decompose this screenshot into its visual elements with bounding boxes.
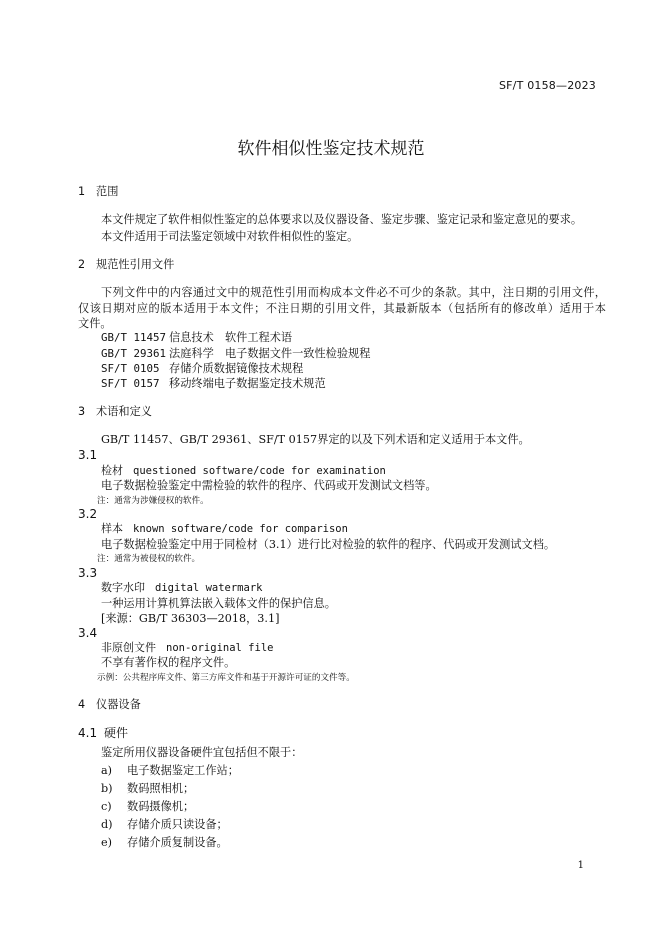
term-definition: 一种运用计算机算法嵌入载体文件的保护信息。	[101, 597, 336, 610]
section-2-intro-line-1: 下列文件中的内容通过文中的规范性引用而构成本文件必不可少的条款。其中，注日期的引用文件，	[101, 286, 606, 299]
reference-item: GB/T 29361 法庭科学 电子数据文件一致性检验规程	[101, 347, 371, 360]
subsection-4-1-heading: 4.1 硬件	[78, 726, 129, 740]
section-2-intro-line-2: 仅该日期对应的版本适用于本文件；不注日期的引用文件，其最新版本（包括所有的修改单）适用于本	[78, 302, 606, 315]
term-definition: 电子数据检验鉴定中需检验的软件的程序、代码或开发测试文档等。	[101, 479, 437, 492]
list-item: a) 电子数据鉴定工作站；	[101, 764, 239, 777]
section-1-paragraph-1: 本文件规定了软件相似性鉴定的总体要求以及仪器设备、鉴定步骤、鉴定记录和鉴定意见的要求。	[101, 213, 583, 226]
term-source: [来源：GB/T 36303—2018，3.1]	[101, 612, 280, 625]
term-number: 3.1	[78, 448, 98, 462]
term-definition: 电子数据检验鉴定中用于同检材（3.1）进行比对检验的软件的程序、代码或开发测试文档。	[101, 538, 556, 551]
term-number: 3.3	[78, 566, 98, 580]
document-code: SF/T 0158—2023	[498, 79, 596, 92]
term-heading: 样本 known software/code for comparison	[101, 522, 348, 535]
section-2-intro-line-3: 文件。	[78, 317, 112, 330]
list-item: b) 数码照相机；	[101, 782, 195, 795]
section-3-intro: GB/T 11457、GB/T 29361、SF/T 0157界定的以及下列术语和定义适用于本文件。	[101, 433, 530, 446]
term-number: 3.2	[78, 507, 98, 521]
term-example: 示例：公共程序库文件、第三方库文件和基于开源许可证的文件等。	[97, 673, 355, 683]
subsection-4-1-intro: 鉴定所用仪器设备硬件宜包括但不限于：	[101, 746, 303, 759]
section-1-heading: 1 范围	[78, 185, 119, 198]
list-item: c) 数码摄像机；	[101, 800, 195, 813]
term-heading: 非原创文件 non-original file	[101, 641, 274, 654]
reference-item: SF/T 0157 移动终端电子数据鉴定技术规范	[101, 377, 326, 390]
list-item: d) 存储介质只读设备；	[101, 818, 228, 831]
term-note: 注：通常为被侵权的软件。	[97, 554, 201, 564]
reference-item: GB/T 11457 信息技术 软件工程术语	[101, 331, 293, 344]
reference-item: SF/T 0105 存储介质数据镜像技术规程	[101, 362, 304, 375]
term-heading: 数字水印 digital watermark	[101, 581, 263, 594]
section-4-heading: 4 仪器设备	[78, 698, 141, 711]
section-1-paragraph-2: 本文件适用于司法鉴定领域中对软件相似性的鉴定。	[101, 230, 359, 243]
term-number: 3.4	[78, 626, 98, 640]
list-item: e) 存储介质复制设备。	[101, 836, 228, 849]
document-title: 软件相似性鉴定技术规范	[237, 139, 425, 159]
term-note: 注：通常为涉嫌侵权的软件。	[97, 496, 209, 506]
term-definition: 不享有著作权的程序文件。	[101, 656, 236, 669]
term-heading: 检材 questioned software/code for examination	[101, 464, 386, 477]
section-3-heading: 3 术语和定义	[78, 405, 152, 418]
section-2-heading: 2 规范性引用文件	[78, 258, 175, 271]
page-number: 1	[577, 860, 584, 871]
